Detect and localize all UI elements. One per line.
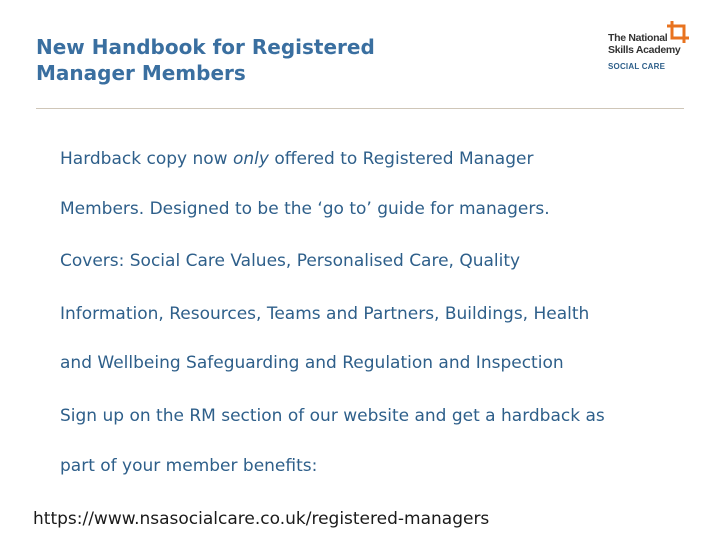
title-divider bbox=[36, 108, 684, 109]
crop-frame-icon bbox=[666, 20, 690, 44]
p1-emphasis: only bbox=[232, 149, 269, 169]
paragraph-3-line-1: Sign up on the RM section of our website and get a hardback as bbox=[60, 406, 605, 426]
paragraph-1-line-1 bbox=[60, 148, 533, 170]
slide-title bbox=[36, 34, 375, 86]
p1-text-a: Hardback copy now bbox=[60, 149, 233, 169]
paragraph-1-line-2: Members. Designed to be the ‘go to’ guide for managers. bbox=[60, 199, 550, 219]
logo-text-line-1: The National bbox=[608, 32, 668, 44]
slide-title-line-2: Manager Members bbox=[36, 61, 246, 85]
logo-text-social-care: SOCIAL CARE bbox=[608, 62, 666, 71]
paragraph-2-line-1: Covers: Social Care Values, Personalised Care, Quality bbox=[60, 251, 521, 271]
paragraph-2-line-2: Information, Resources, Teams and Partners, Buildings, Health bbox=[60, 304, 590, 324]
logo-text-line-2: Skills Academy bbox=[608, 44, 681, 56]
p1-text-b: offered to Registered Manager bbox=[268, 149, 534, 169]
paragraph-2-line-3: and Wellbeing Safeguarding and Regulation and Inspection bbox=[60, 353, 564, 373]
registered-managers-link[interactable]: https://www.nsasocialcare.co.uk/registered-managers bbox=[33, 509, 490, 529]
slide-title-line-1: New Handbook for Registered bbox=[36, 35, 375, 59]
national-skills-academy-logo bbox=[606, 20, 690, 76]
paragraph-3-line-2: part of your member benefits: bbox=[60, 456, 318, 476]
